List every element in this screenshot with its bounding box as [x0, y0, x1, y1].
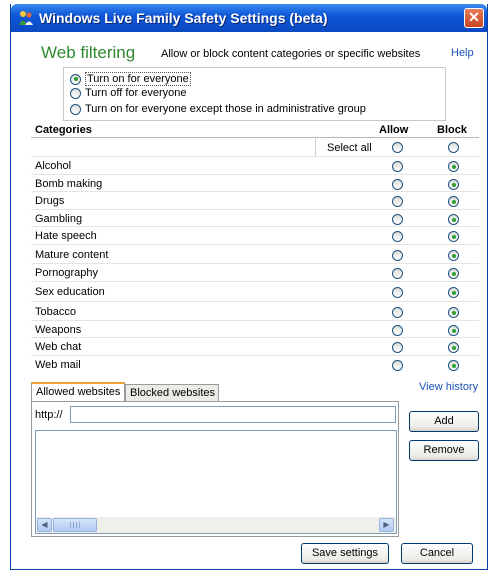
block-radio[interactable]	[448, 161, 459, 172]
category-row	[31, 281, 479, 302]
page-description: Allow or block content categories or specific websites	[161, 48, 421, 60]
category-label: Mature content	[35, 249, 109, 261]
category-row	[31, 209, 479, 227]
page-title: Web filtering	[41, 43, 136, 62]
mode-option-label: Turn on for everyone except those in administrative group	[85, 103, 366, 115]
block-radio[interactable]	[448, 250, 459, 261]
title-bar[interactable]	[11, 4, 487, 32]
allow-radio[interactable]	[392, 231, 403, 242]
window-title: Windows Live Family Safety Settings (beta)	[39, 10, 328, 26]
tab-blocked-websites[interactable]: Blocked websites	[125, 384, 219, 401]
tab-allowed-websites[interactable]: Allowed websites	[31, 382, 125, 401]
allowed-websites-panel	[31, 401, 399, 537]
category-label: Weapons	[35, 324, 82, 336]
block-radio[interactable]	[448, 231, 459, 242]
help-link[interactable]: Help	[451, 47, 474, 59]
category-label: Pornography	[35, 267, 98, 279]
category-label: Bomb making	[35, 178, 103, 190]
category-row	[31, 337, 479, 356]
category-row	[31, 320, 479, 338]
url-prefix-label: http://	[35, 409, 63, 421]
category-label: Drugs	[35, 195, 65, 207]
radio-button[interactable]	[70, 104, 81, 115]
category-row	[31, 226, 479, 245]
radio-button[interactable]	[70, 74, 81, 85]
close-icon: ✕	[468, 9, 480, 25]
website-list[interactable]	[35, 430, 397, 534]
website-url-input[interactable]	[70, 406, 396, 423]
close-button[interactable]	[464, 8, 484, 28]
allow-radio[interactable]	[392, 360, 403, 371]
block-radio[interactable]	[448, 287, 459, 298]
allow-radio[interactable]	[392, 179, 403, 190]
mode-option-except-admins[interactable]	[70, 103, 366, 115]
allow-radio[interactable]	[392, 307, 403, 318]
category-label: Web mail	[35, 359, 81, 371]
category-label: Tobacco	[35, 306, 76, 318]
category-label: Alcohol	[35, 160, 72, 172]
filter-mode-group	[63, 67, 446, 121]
save-settings-button[interactable]: Save settings	[301, 543, 389, 564]
horizontal-scrollbar[interactable]	[36, 517, 396, 533]
category-row	[31, 301, 479, 321]
block-radio[interactable]	[448, 268, 459, 279]
category-label: Hate speech	[35, 230, 97, 242]
scroll-left-icon[interactable]: ◀	[37, 518, 52, 532]
category-label: Web chat	[35, 341, 82, 353]
add-button[interactable]: Add	[409, 411, 479, 432]
block-radio[interactable]	[448, 342, 459, 353]
select-all-label: Select all	[327, 142, 372, 154]
mode-option-label: Turn off for everyone	[85, 87, 187, 99]
mode-option-label: Turn on for everyone	[87, 73, 189, 85]
category-row	[31, 174, 479, 192]
allow-radio[interactable]	[392, 268, 403, 279]
allow-radio[interactable]	[392, 196, 403, 207]
settings-body	[17, 34, 479, 564]
category-row	[31, 156, 479, 175]
category-row	[31, 263, 479, 282]
view-history-link[interactable]: View history	[419, 381, 479, 393]
allow-radio[interactable]	[392, 161, 403, 172]
remove-button[interactable]: Remove	[409, 440, 479, 461]
block-radio[interactable]	[448, 214, 459, 225]
allow-radio[interactable]	[392, 250, 403, 261]
select-all-block-radio[interactable]	[448, 142, 459, 153]
cancel-button[interactable]: Cancel	[401, 543, 473, 564]
block-radio[interactable]	[448, 307, 459, 318]
allow-column-header: Allow	[379, 124, 409, 136]
block-radio[interactable]	[448, 325, 459, 336]
select-all-allow-radio[interactable]	[392, 142, 403, 153]
block-radio[interactable]	[448, 360, 459, 371]
mode-option-off-everyone[interactable]	[70, 87, 187, 99]
radio-button[interactable]	[70, 88, 81, 99]
allow-radio[interactable]	[392, 325, 403, 336]
family-safety-icon	[17, 9, 35, 27]
category-row	[31, 355, 479, 374]
allow-radio[interactable]	[392, 214, 403, 225]
category-row	[31, 244, 479, 264]
scroll-right-icon[interactable]: ▶	[379, 518, 394, 532]
category-label: Sex education	[35, 286, 105, 298]
categories-header: Categories	[35, 124, 92, 136]
category-row	[31, 191, 479, 210]
category-label: Gambling	[35, 213, 83, 225]
scrollbar-thumb[interactable]	[53, 518, 97, 532]
allow-radio[interactable]	[392, 342, 403, 353]
allow-radio[interactable]	[392, 287, 403, 298]
mode-option-on-everyone[interactable]	[70, 72, 191, 86]
block-radio[interactable]	[448, 196, 459, 207]
block-radio[interactable]	[448, 179, 459, 190]
block-column-header: Block	[437, 124, 467, 136]
dialog-window	[10, 4, 488, 570]
